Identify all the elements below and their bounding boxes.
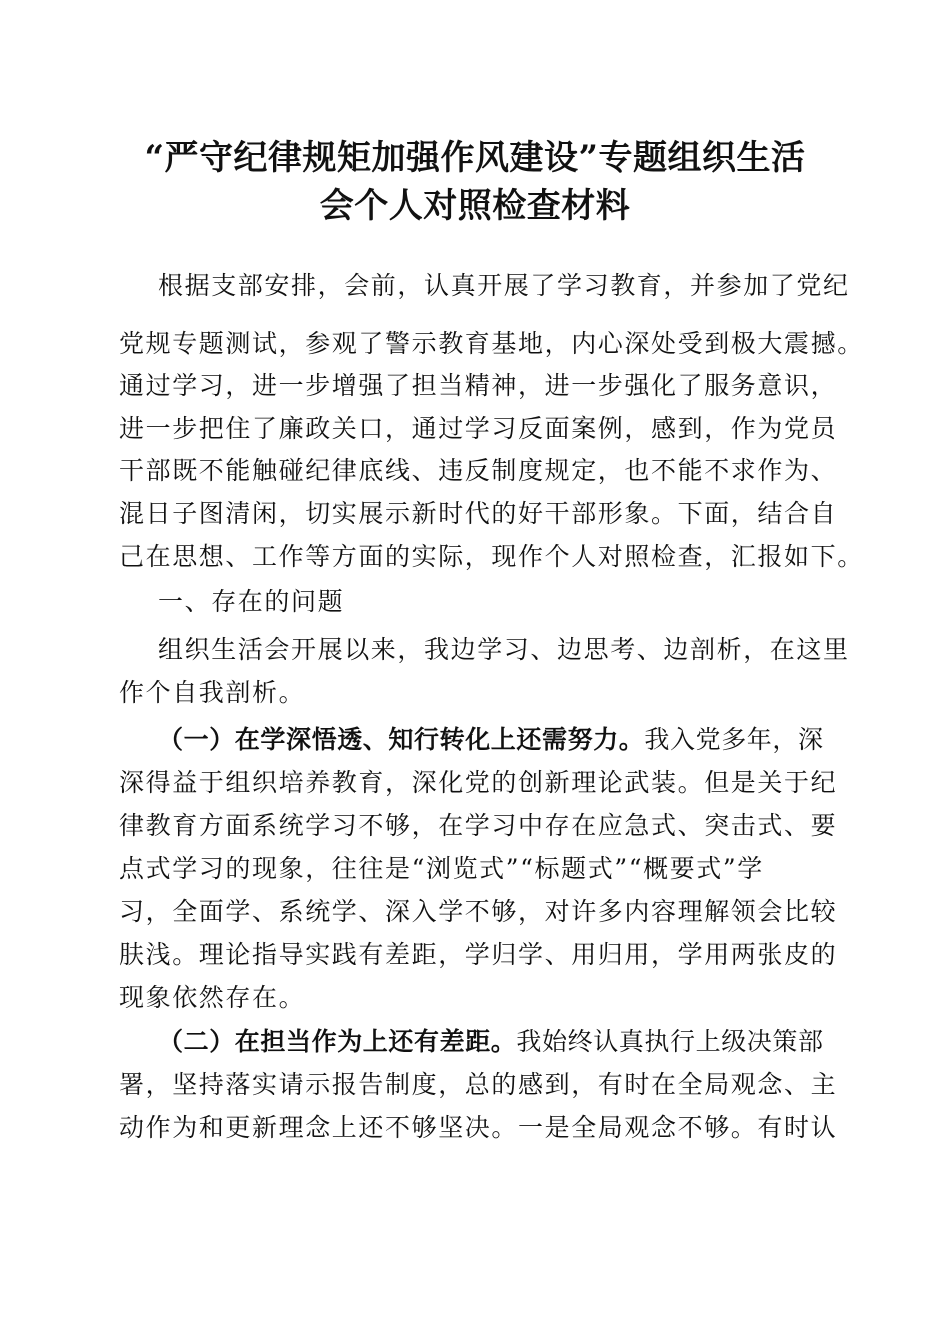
item-1-first-line-text: 我入党多年，深 <box>644 725 824 754</box>
intro-line-5: 干部既不能触碰纪律底线、违反制度规定，也不能不求作为、 <box>119 456 838 485</box>
item-1-line-6: 肤浅。理论指导实践有差距，学归学、用归用，学用两张皮的 <box>119 940 838 969</box>
item-2-first-line-text: 我始终认真执行上级决策部 <box>516 1027 824 1056</box>
section-intro-line-2: 作个自我剖析。 <box>119 678 306 707</box>
document-title-line-1: “严守纪律规矩加强作风建设”专题组织生活 <box>144 138 806 178</box>
item-1-line-4: 点式学习的现象，往往是“浏览式”“标题式”“概要式”学 <box>119 854 764 883</box>
item-2-heading: （二）在担当作为上还有差距。 <box>158 1027 517 1056</box>
intro-line-7: 己在思想、工作等方面的实际，现作个人对照检查，汇报如下。 <box>119 542 864 571</box>
intro-line-1: 根据支部安排，会前，认真开展了学习教育，并参加了党纪 <box>158 271 850 300</box>
intro-line-4: 进一步把住了廉政关口，通过学习反面案例，感到，作为党员 <box>119 414 838 443</box>
item-1-line-2: 深得益于组织培养教育，深化党的创新理论武装。但是关于纪 <box>119 768 838 797</box>
item-1-line-5: 习，全面学、系统学、深入学不够，对许多内容理解领会比较 <box>119 897 838 926</box>
intro-line-2: 党规专题测试，参观了警示教育基地，内心深处受到极大震撼。 <box>119 329 864 358</box>
item-2-line-2: 署，坚持落实请示报告制度，总的感到，有时在全局观念、主 <box>119 1070 838 1099</box>
item-1-first-line <box>158 720 878 760</box>
item-2-first-line <box>158 1022 878 1062</box>
item-1-line-7: 现象依然存在。 <box>119 983 306 1012</box>
item-2-line-3: 动作为和更新理念上还不够坚决。一是全局观念不够。有时认 <box>119 1113 838 1142</box>
intro-line-6: 混日子图清闲，切实展示新时代的好干部形象。下面，结合自 <box>119 499 838 528</box>
document-title-line-2: 会个人对照检查材料 <box>319 186 631 226</box>
section-heading: 一、存在的问题 <box>158 587 345 616</box>
item-1-line-3: 律教育方面系统学习不够，在学习中存在应急式、突击式、要 <box>119 811 838 840</box>
item-1-heading: （一）在学深悟透、知行转化上还需努力。 <box>158 725 645 754</box>
section-intro-line-1: 组织生活会开展以来，我边学习、边思考、边剖析，在这里 <box>158 635 850 664</box>
intro-line-3: 通过学习，进一步增强了担当精神，进一步强化了服务意识， <box>119 371 838 400</box>
